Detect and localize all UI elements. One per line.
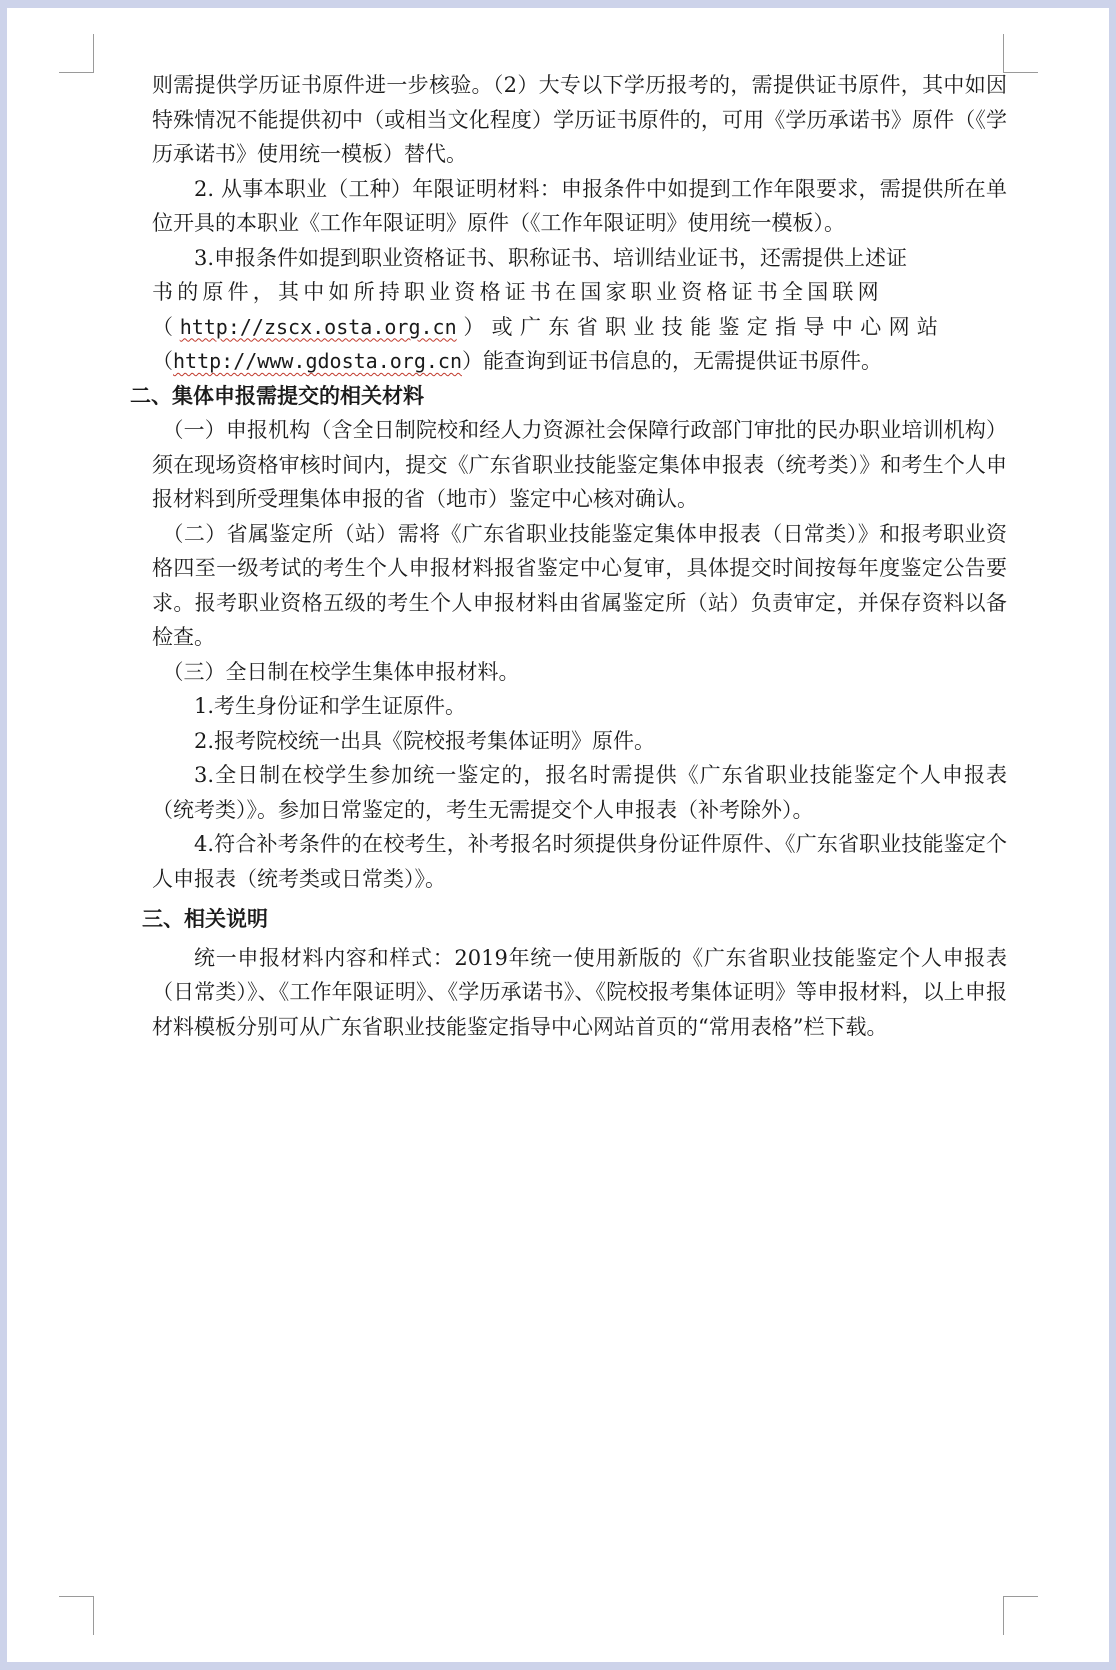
certificate-line-2: 书的原件，其中如所持职业资格证书在国家职业资格证书全国联网 [152, 280, 883, 304]
certificate-line-4 [152, 344, 1007, 379]
list-item-1: 1.考生身份证和学生证原件。 [194, 694, 467, 718]
paragraph-work-years-proof: 2. 从事本职业（工种）年限证明材料：申报条件中如提到工作年限要求，需提供所在单位开具的本职业《工作年限证明》原件（《工作年限证明》使用统一模板）。 [152, 176, 1007, 235]
paren-open: （ [152, 349, 173, 373]
certificate-line-4-text: ）能查询到证书信息的，无需提供证书原件。 [461, 349, 882, 373]
crop-mark-bottom-right [1003, 1596, 1038, 1635]
crop-mark-bottom-left [59, 1596, 94, 1635]
document-body [130, 68, 1007, 1044]
paragraph-notes: 统一申报材料内容和样式：2019年统一使用新版的《广东省职业技能鉴定个人申报表（日常类）》、《工作年限证明》、《学历承诺书》、《院校报考集体证明》等申报材料，以上申报材料模板分别可从广东省职业技能鉴定指导中心网站首页的“常用表格”栏下载。 [152, 945, 1007, 1039]
gdosta-link[interactable]: http://www.gdosta.org.cn [173, 349, 462, 373]
crop-mark-top-left [59, 34, 94, 73]
section-heading-collective: 二、集体申报需提交的相关材料 [130, 383, 424, 408]
certificate-line-3 [152, 310, 1007, 345]
section-heading-notes: 三、相关说明 [142, 907, 268, 931]
certificate-line-1: 3.申报条件如提到职业资格证书、职称证书、培训结业证书，还需提供上述证 [194, 245, 908, 270]
crop-mark-top-right [1003, 34, 1038, 73]
list-item-3: 3.全日制在校学生参加统一鉴定的，报名时需提供《广东省职业技能鉴定个人申报表（统考类）》。参加日常鉴定的，考生无需提交个人申报表（补考除外）。 [152, 763, 1007, 822]
paragraph-collective-1: （一）申报机构（含全日制院校和经人力资源社会保障行政部门审批的民办职业培训机构）须在现场资格审核时间内，提交《广东省职业技能鉴定集体申报表（统考类）》和考生个人申报材料到所受理集体申报的省（地市）鉴定中心核对确认。 [152, 418, 1007, 511]
certificate-line-3-text: ）或广东省职业技能鉴定指导中心网站 [463, 314, 946, 339]
osta-link[interactable]: http://zscx.osta.org.cn [179, 314, 457, 339]
paragraph-education-proof: 则需提供学历证书原件进一步核验。（2）大专以下学历报考的，需提供证书原件，其中如因特殊情况不能提供初中（或相当文化程度）学历证书原件的，可用《学历承诺书》原件（《学历承诺书》使用统一模板）替代。 [152, 73, 1007, 166]
paragraph-certificate-proof [152, 241, 1007, 379]
paragraph-collective-3: （三）全日制在校学生集体申报材料。 [162, 659, 520, 684]
document-page [7, 8, 1109, 1662]
paren-open: （ [152, 314, 173, 339]
paragraph-collective-2: （二）省属鉴定所（站）需将《广东省职业技能鉴定集体申报表（日常类）》和报考职业资格四至一级考试的考生个人申报材料报省鉴定中心复审，具体提交时间按每年度鉴定公告要求。报考职业资格五级的考生个人申报材料由省属鉴定所（站）负责审定，并保存资料以备检查。 [152, 521, 1007, 649]
list-item-4: 4.符合补考条件的在校考生，补考报名时须提供身份证件原件、《广东省职业技能鉴定个人申报表（统考类或日常类）》。 [152, 832, 1007, 891]
list-item-2: 2.报考院校统一出具《院校报考集体证明》原件。 [194, 728, 656, 753]
